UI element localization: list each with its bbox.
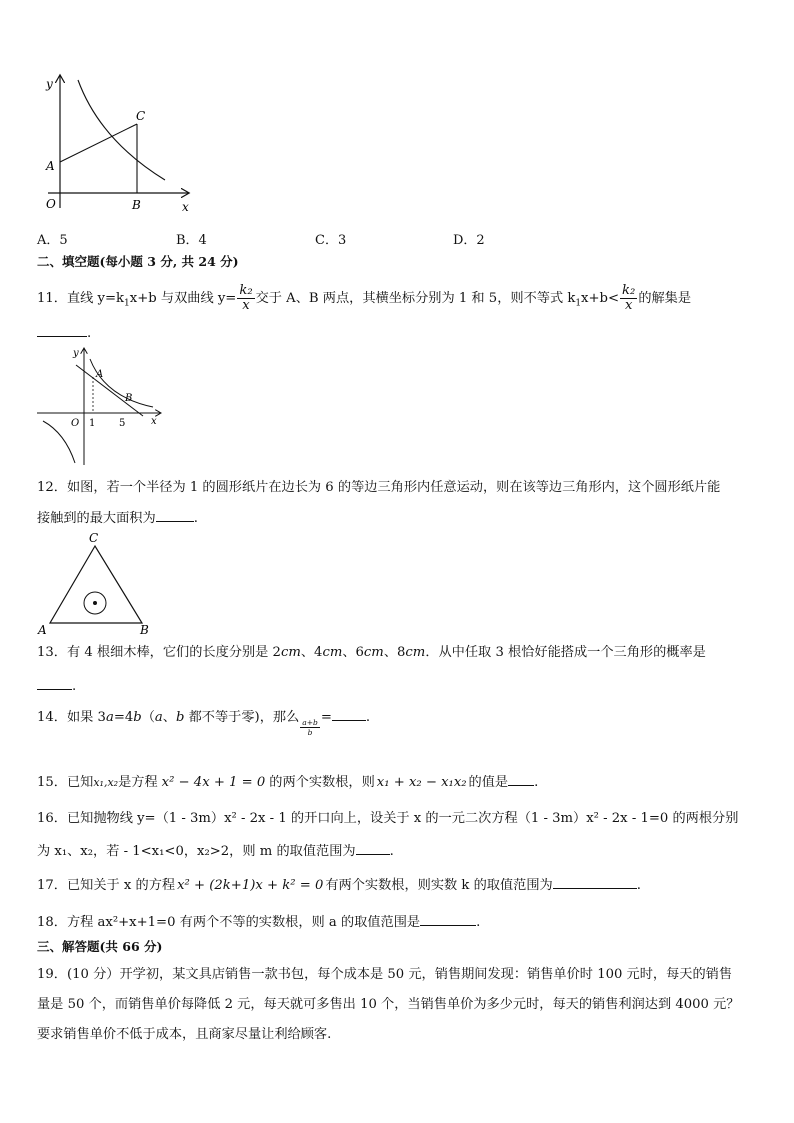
q11-fraction-1 <box>237 284 254 313</box>
q16-line2-text: 为 x₁、x₂，若 - 1<x₁<0，x₂>2，则 m 的取值范围为 <box>37 844 356 859</box>
label-b: B <box>132 198 141 212</box>
q16-end: . <box>389 844 394 859</box>
q13-unit3: cm <box>363 645 384 660</box>
q11-sub1: 1 <box>124 298 130 309</box>
label-o: O <box>71 418 80 429</box>
option-d: D．2 <box>453 233 485 248</box>
circle-center-dot <box>93 601 97 605</box>
label-b: B <box>125 393 133 404</box>
hyperbola-curve <box>78 80 165 180</box>
q13-unit1: cm <box>280 645 301 660</box>
q11-mid1: x+b 与双曲线 y= <box>129 291 237 306</box>
q11-fraction-2 <box>620 284 637 313</box>
figure-q11-graph <box>35 345 170 470</box>
label-a: A <box>38 623 47 637</box>
q17-end: . <box>636 878 641 893</box>
q12-end: . <box>193 511 198 526</box>
equilateral-triangle <box>50 546 142 623</box>
q16-answer-blank <box>356 842 390 855</box>
q15-pre: 15．已知 <box>37 775 94 790</box>
q14-a2: a <box>154 710 163 725</box>
figure-q10-graph <box>40 70 200 215</box>
q11-end: . <box>87 326 92 341</box>
q15-end: . <box>534 775 539 790</box>
q11-answer-line <box>37 324 91 343</box>
q14-b2: b <box>175 710 185 725</box>
q14-fraction <box>300 718 320 737</box>
option-c: C．3 <box>315 233 347 248</box>
q15-answer-blank <box>508 773 534 786</box>
q14-paren1: （ <box>141 710 155 725</box>
label-1: 1 <box>89 418 96 429</box>
q15-mid2: 的两个实数根，则 <box>269 775 375 790</box>
question-16-line1: 16．已知抛物线 y=（1 - 3m）x² - 2x - 1 的开口向上，设关于 x 的一元二次方程（1 - 3m）x² - 2x - 1=0 的两根分别 <box>37 811 739 826</box>
q11-answer-blank <box>37 324 87 337</box>
q17-equation: x² + (2k+1)x + k² = 0 <box>177 878 324 893</box>
q11-mid2: 交于 A、B 两点，其横坐标分别为 1 和 5，则不等式 k <box>255 291 576 306</box>
question-11 <box>37 284 691 313</box>
q14-eq2: = <box>320 710 332 725</box>
q14-frac-den: b <box>307 728 313 737</box>
line-ac <box>60 124 137 162</box>
q11-frac2-den: x <box>624 298 633 313</box>
q14-end: . <box>365 710 371 725</box>
question-19-line1: 19．(10 分）开学初，某文具店销售一款书包，每个成本是 50 元，销售期间发现：销售单价时 100 元时，每天的销售 <box>37 967 733 982</box>
q17-pre: 17．已知关于 x 的方程 <box>37 878 176 893</box>
label-b: B <box>140 623 149 637</box>
figure-q12-triangle <box>35 530 165 638</box>
q14-sep: 、 <box>162 710 176 725</box>
q13-answer-line <box>37 677 76 696</box>
q15-expression: x₁ + x₂ − x₁x₂ <box>376 775 467 790</box>
q13-unit2: cm <box>322 645 343 660</box>
q13-pre: 13．有 4 根细木棒，它们的长度分别是 2 <box>37 645 281 660</box>
q17-answer-blank <box>553 876 637 889</box>
question-18 <box>37 913 480 932</box>
q15-post: 的值是 <box>468 775 509 790</box>
label-5: 5 <box>119 418 126 429</box>
label-y: y <box>46 77 53 91</box>
q13-s1: 、4 <box>300 645 323 660</box>
label-y: y <box>73 348 79 359</box>
option-a: A．5 <box>37 233 68 248</box>
q11-post: 的解集是 <box>638 291 692 306</box>
q13-unit4: cm <box>405 645 426 660</box>
question-19-line3: 要求销售单价不低于成本，且商家尽量让利给顾客. <box>37 1027 332 1042</box>
label-o: O <box>46 197 56 211</box>
q17-post: 有两个实数根，则实数 k 的取值范围为 <box>325 878 553 893</box>
question-19-line2: 量是 50 个，而销售单价每降低 2 元，每天就可多售出 10 个，当销售单价为多少元时，每天的销售利润达到 4000 元？ <box>37 997 740 1012</box>
q18-pre: 18．方程 ax²+x+1=0 有两个不等的实数根，则 a 的取值范围是 <box>37 915 421 930</box>
question-12-line2 <box>37 509 198 528</box>
q14-pre: 14．如果 3 <box>37 710 106 725</box>
q11-mid3: x+b< <box>581 291 620 306</box>
q12-line2-text: 接触到的最大面积为 <box>37 511 156 526</box>
q15-mid: 是方程 <box>118 775 158 790</box>
q15-equation: x² − 4x + 1 = 0 <box>161 775 266 790</box>
option-b: B．4 <box>176 233 207 248</box>
q11-sub2: 1 <box>575 298 582 309</box>
question-15 <box>37 773 538 792</box>
q14-eq: =4 <box>113 710 134 725</box>
q14-answer-blank <box>332 708 366 721</box>
q15-roots: x₁,x₂ <box>93 776 119 789</box>
question-14 <box>37 708 370 737</box>
q14-frac-num: a+b <box>302 718 318 727</box>
q13-end: . <box>72 679 77 694</box>
q18-answer-blank <box>420 913 476 926</box>
q11-frac1-num: k₂ <box>239 283 253 298</box>
q12-answer-blank <box>156 509 194 522</box>
q13-answer-blank <box>37 677 72 690</box>
label-a: A <box>46 159 55 173</box>
q13-post: ．从中任取 3 根恰好能搭成一个三角形的概率是 <box>425 645 706 660</box>
q11-frac1-den: x <box>242 298 250 313</box>
section-title-solutions: 三、解答题(共 66 分) <box>37 939 163 954</box>
q14-a1: a <box>105 710 114 725</box>
label-c: C <box>89 531 99 545</box>
label-x: x <box>182 200 189 214</box>
section-title-fill-in: 二、填空题(每小题 3 分, 共 24 分) <box>37 254 239 269</box>
q11-pre: 11．直线 y=k <box>37 291 125 306</box>
q11-frac2-num: k₂ <box>622 283 636 298</box>
question-17 <box>37 876 641 895</box>
q13-s2: 、6 <box>342 645 364 660</box>
line-ab <box>76 365 143 416</box>
label-a: A <box>96 369 104 380</box>
q14-paren2: 都不等于零)，那么 <box>184 710 300 725</box>
label-c: C <box>136 109 146 123</box>
question-16-line2 <box>37 842 394 861</box>
q13-s3: 、8 <box>383 645 406 660</box>
q14-b1: b <box>133 710 142 725</box>
label-x: x <box>151 416 157 427</box>
question-13 <box>37 644 706 662</box>
question-12-line1: 12．如图，若一个半径为 1 的圆形纸片在边长为 6 的等边三角形内任意运动，则在该等边三角形内，这个圆形纸片能 <box>37 480 721 495</box>
q18-end: . <box>476 915 481 930</box>
